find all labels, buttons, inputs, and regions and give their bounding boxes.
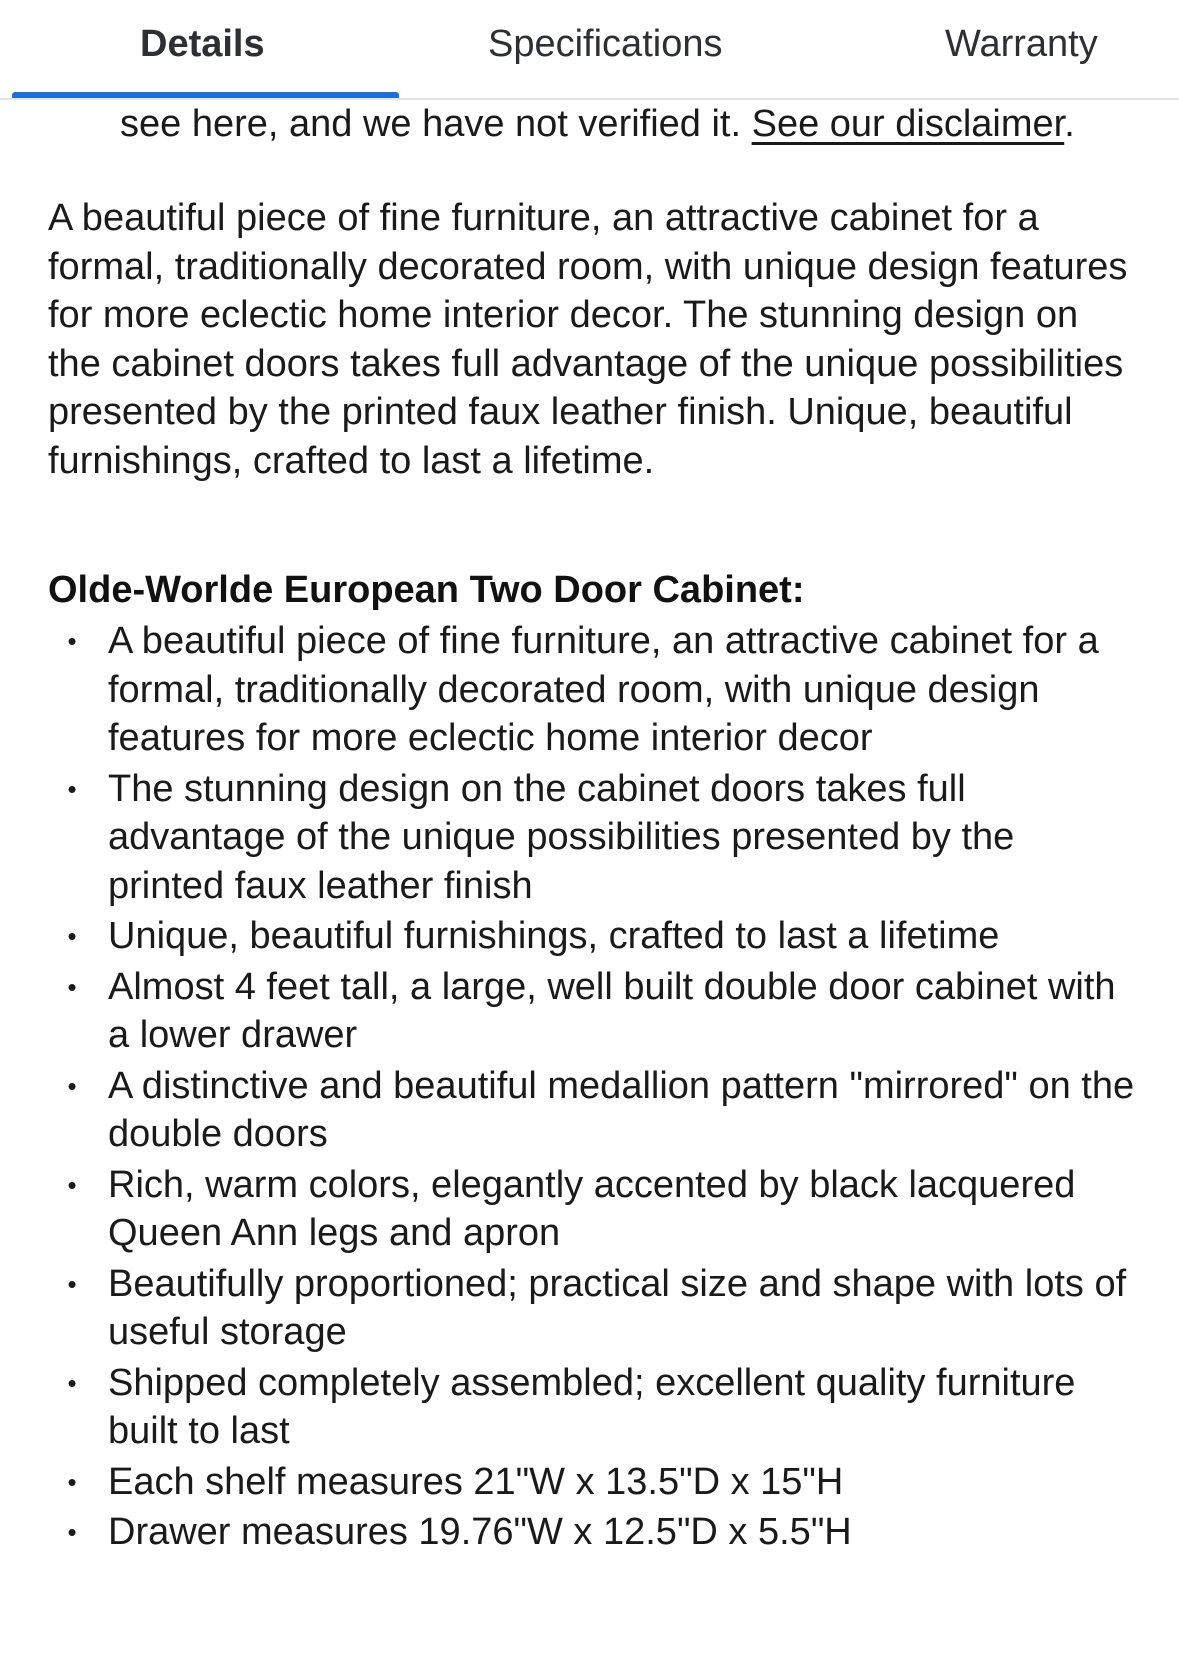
bullet-icon: • [67,921,77,951]
list-item [48,963,1138,1060]
disclaimer-note [120,96,1075,152]
bullet-icon: • [67,971,77,1002]
tab-details[interactable]: Details [140,23,265,65]
tab-specifications[interactable]: Specifications [488,23,723,65]
list-item [48,1161,1138,1258]
list-item [48,1260,1138,1357]
product-description: A beautiful piece of fine furniture, an attractive cabinet for a formal, traditionally decorated room, with unique design features for more eclectic home interior decor. The stunning design on the cabinet doors takes full advantage of the unique possibilities presented by the printed faux leather finish. Unique, beautiful furnishings, crafted to last a lifetime. [48,197,1128,482]
list-item-text: Each shelf measures 21"W x 13.5"D x 15"H [108,1460,844,1503]
list-item-text: Almost 4 feet tall, a large, well built double door cabinet with a lower drawer [108,965,1116,1056]
bullet-icon: • [67,1517,77,1547]
list-item [48,1359,1138,1456]
list-item-text: A distinctive and beautiful medallion pattern "mirrored" on the double doors [108,1064,1135,1155]
list-item-text: The stunning design on the cabinet doors takes full advantage of the unique possibilities presented by the printed faux leather finish [108,767,1015,907]
list-item [48,765,1138,911]
list-item-text: A beautiful piece of fine furniture, an attractive cabinet for a formal, traditionally decorated room, with unique design features for more eclectic home interior decor [108,620,1099,759]
list-item-text: Shipped completely assembled; excellent quality furniture built to last [108,1361,1076,1452]
see-disclaimer-link[interactable]: See our disclaimer [751,103,1065,145]
list-item [48,617,1138,763]
list-item-text: Beautifully proportioned; practical size and shape with lots of useful storage [108,1262,1127,1353]
bullet-icon: • [67,626,77,656]
bullet-icon: • [67,1367,77,1398]
details-content [48,194,1138,1559]
feature-list [48,617,1138,1557]
bullet-icon: • [67,773,77,804]
tab-warranty[interactable]: Warranty [945,23,1098,65]
bullet-icon: • [67,1268,77,1299]
list-item [48,1062,1138,1159]
list-item [48,912,1138,961]
bullet-icon: • [67,1466,77,1497]
list-item [48,1458,1138,1507]
list-item-text: Rich, warm colors, elegantly accented by black lacquered Queen Ann legs and apron [108,1163,1076,1254]
list-item-text: Drawer measures 19.76"W x 12.5"D x 5.5"H [108,1511,852,1553]
disclaimer-text: see here, and we have not verified it. [120,103,752,145]
bullet-icon: • [67,1070,77,1101]
disclaimer-suffix: . [1064,103,1075,145]
bullet-icon: • [67,1169,77,1200]
list-item [48,1508,1138,1557]
features-heading: Olde-Worlde European Two Door Cabinet: [48,569,805,611]
list-item-text: Unique, beautiful furnishings, crafted to last a lifetime [108,915,1000,957]
tab-bar [0,0,1179,100]
